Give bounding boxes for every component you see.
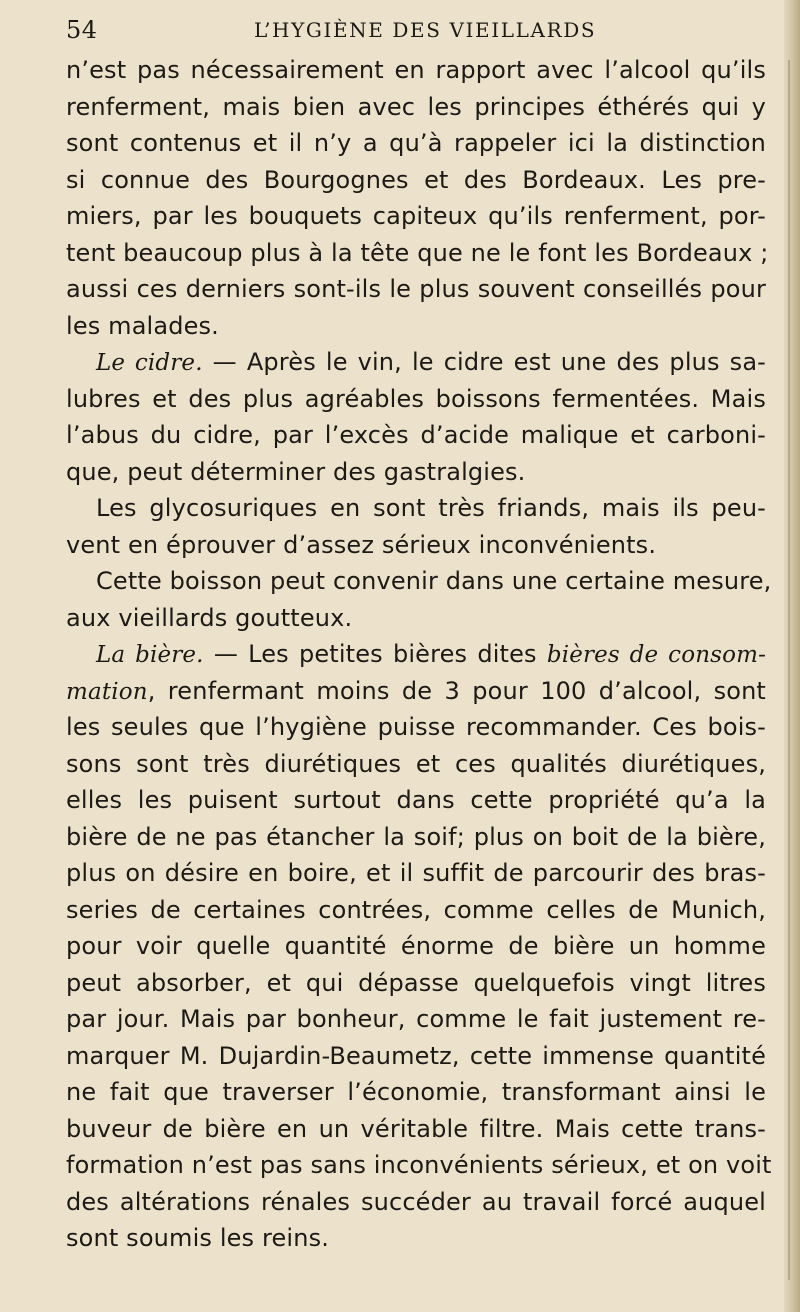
text-line: n’est pas nécessairement en rapport avec l’alcool qu’ils — [66, 56, 766, 84]
text-line: l’abus du cidre, par l’excès d’acide malique et carboni- — [66, 421, 766, 449]
text-line: buveur de bière en un véritable filtre. Mais cette trans- — [66, 1114, 766, 1143]
text-line: ne fait que traverser l’économie, transformant ainsi le — [66, 1078, 766, 1106]
section-title-biere: La bière. — [96, 642, 204, 668]
text-line: aussi ces derniers sont-ils le plus souvent conseillés pour — [66, 275, 766, 303]
text-line: sont soumis les reins. — [66, 1224, 329, 1252]
text-line: aux vieillards goutteux. — [66, 603, 353, 632]
text-line: les malades. — [66, 311, 219, 340]
text-line-fragment: — Les petites bières dites — [203, 640, 547, 668]
text-line: que, peut déterminer des gastralgies. — [66, 457, 526, 486]
text-line: marquer M. Dujardin-Beaumetz, cette immense quantité — [66, 1041, 766, 1070]
text-line: series de certaines contrées, comme celles de Munich, — [66, 895, 766, 924]
text-line: par jour. Mais par bonheur, comme le fait justement re- — [66, 1005, 766, 1033]
text-line: formation n’est pas sans inconvénients sérieux, et on voit — [66, 1151, 772, 1179]
text-line: Les glycosuriques en sont très friands, mais ils peu- — [96, 494, 766, 522]
text-line: pour voir quelle quantité énorme de bière un homme — [66, 932, 766, 960]
text-line: renferment, mais bien avec les principes éthérés qui y — [66, 92, 766, 121]
text-line: des altérations rénales succéder au travail forcé auquel — [66, 1187, 766, 1216]
text-line: sons sont très diurétiques et ces qualités diurétiques, — [66, 749, 766, 778]
body-text — [66, 52, 772, 1257]
italic-term: mation — [66, 678, 148, 705]
text-line: plus on désire en boire, et il suffit de parcourir des bras- — [66, 859, 766, 887]
italic-term: bières de consom- — [546, 642, 766, 668]
text-line — [66, 673, 766, 710]
text-line-fragment: , renfermant moins de 3 pour 100 d’alcool, sont — [147, 676, 766, 705]
text-line: les seules que l’hygiène puisse recommander. Ces bois- — [66, 713, 766, 741]
text-line-cidre-heading — [66, 344, 766, 381]
text-line: peut absorber, et qui dépasse quelquefois vingt litres — [66, 968, 766, 997]
text-line: sont contenus et il n’y a qu’à rappeler ici la distinction — [66, 129, 766, 157]
text-line-biere-heading — [66, 636, 766, 673]
text-line: tent beaucoup plus à la tête que ne le font les Bordeaux ; — [66, 238, 769, 267]
page-edge-line — [788, 60, 790, 1280]
page-number: 54 — [66, 16, 98, 44]
text-line: Cette boisson peut convenir dans une certaine mesure, — [96, 567, 772, 595]
page-edge-shadow — [784, 0, 800, 1312]
text-line: vent en éprouver d’assez sérieux inconvénients. — [66, 530, 657, 559]
section-title-cidre: Le cidre. — [96, 350, 203, 376]
page-header — [66, 16, 766, 50]
text-line: bière de ne pas étancher la soif; plus on boit de la bière, — [66, 822, 766, 851]
text-line-fragment: — Après le vin, le cidre est une des plus sa- — [202, 348, 766, 376]
text-line: si connue des Bourgognes et des Bordeaux. Les pre- — [66, 165, 766, 194]
text-line: lubres et des plus agréables boissons fermentées. Mais — [66, 384, 766, 413]
text-line: elles les puisent surtout dans cette propriété qu’a la — [66, 786, 766, 814]
running-title: L’HYGIÈNE DES VIEILLARDS — [254, 18, 597, 42]
text-line: miers, par les bouquets capiteux qu’ils renferment, por- — [66, 202, 766, 230]
